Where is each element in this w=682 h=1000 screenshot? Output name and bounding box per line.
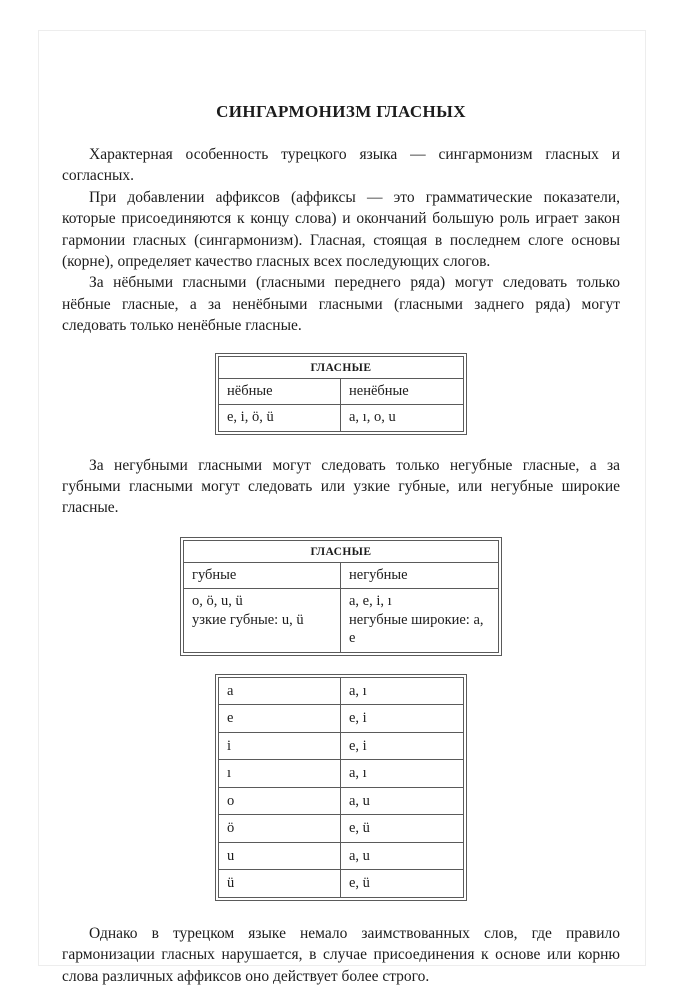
table-row	[219, 760, 463, 788]
table-cell: a, ı	[349, 682, 367, 699]
exceptions-paragraph: Однако в турецком языке немало заимствованных слов, где правило гармонизации гласных нарушается, в случае присоединения к основе или корню слова различных аффиксов оно действует более строго.	[62, 924, 620, 985]
table-cell: ı	[219, 760, 341, 787]
table-cell: негубные	[349, 566, 408, 583]
cell-line: негубные широкие: a, e	[349, 611, 484, 647]
cell-line: узкие губные: u, ü	[192, 611, 304, 628]
table-cell: u	[219, 843, 341, 870]
table-cell: e, ü	[349, 875, 370, 892]
table-cell: ö	[219, 815, 341, 842]
vowel-correspondence-table	[215, 674, 467, 901]
table-row	[219, 733, 463, 761]
table-cell: a, ı	[349, 765, 367, 782]
table-cell: e, i	[349, 710, 367, 727]
table-cell: a, ı, o, u	[349, 409, 396, 426]
table-cell: ü	[219, 870, 341, 897]
table-cell: i	[219, 733, 341, 760]
palatal-rule-paragraph: За нёбными гласными (гласными переднего ряда) могут следовать только нёбные гласные, а за ненёбными гласными (гласными заднего ряда) могут следовать только ненёбные гласные.	[62, 274, 620, 335]
table-row	[219, 405, 463, 431]
table-cell: e, i, ö, ü	[219, 405, 341, 431]
table-row	[184, 563, 498, 590]
palatal-vowels-table	[215, 353, 467, 435]
table-cell: e	[219, 705, 341, 732]
table-row	[219, 379, 463, 406]
table-cell: o	[219, 788, 341, 815]
vowel-correspondence-table-inner	[218, 677, 464, 898]
table-row	[219, 705, 463, 733]
page-title: СИНГАРМОНИЗМ ГЛАСНЫХ	[216, 102, 466, 121]
table-row	[219, 815, 463, 843]
table-cell: e, ü	[349, 820, 370, 837]
table-cell: нёбные	[219, 379, 341, 405]
table-row	[219, 678, 463, 706]
table-cell	[184, 589, 341, 652]
table-cell: a, u	[349, 847, 370, 864]
table-cell	[341, 589, 498, 652]
table-cell: ненёбные	[349, 382, 409, 399]
table-cell: e, i	[349, 737, 367, 754]
table-cell: a	[219, 678, 341, 705]
palatal-vowels-table-inner	[218, 356, 464, 432]
cell-line: a, e, i, ı	[349, 593, 392, 610]
intro-paragraph: Характерная особенность турецкого языка — сингармонизм гласных и согласных.	[62, 146, 620, 185]
table-row	[219, 870, 463, 897]
table-cell: губные	[184, 563, 341, 589]
table-header: ГЛАСНЫЕ	[184, 541, 498, 563]
table-row	[219, 843, 463, 871]
labial-vowels-table	[180, 537, 502, 656]
labial-vowels-table-inner	[183, 540, 499, 653]
table-header: ГЛАСНЫЕ	[219, 357, 463, 379]
affix-rule-paragraph: При добавлении аффиксов (аффиксы — это грамматические показатели, которые присоединяются к концу слова) и окончаний большую роль играет закон гармонии гласных (сингармонизм). Гласная, стоящая в последнем слоге основы (корне), определяет качество гласных всех последующих слогов.	[62, 188, 620, 271]
table-cell: a, u	[349, 792, 370, 809]
cell-line: o, ö, u, ü	[192, 593, 243, 610]
table-row	[184, 589, 498, 652]
table-row	[219, 788, 463, 816]
labial-rule-paragraph: За негубными гласными могут следовать только негубные гласные, а за губными гласными могут следовать или узкие губные, или негубные широкие гласные.	[62, 456, 620, 517]
